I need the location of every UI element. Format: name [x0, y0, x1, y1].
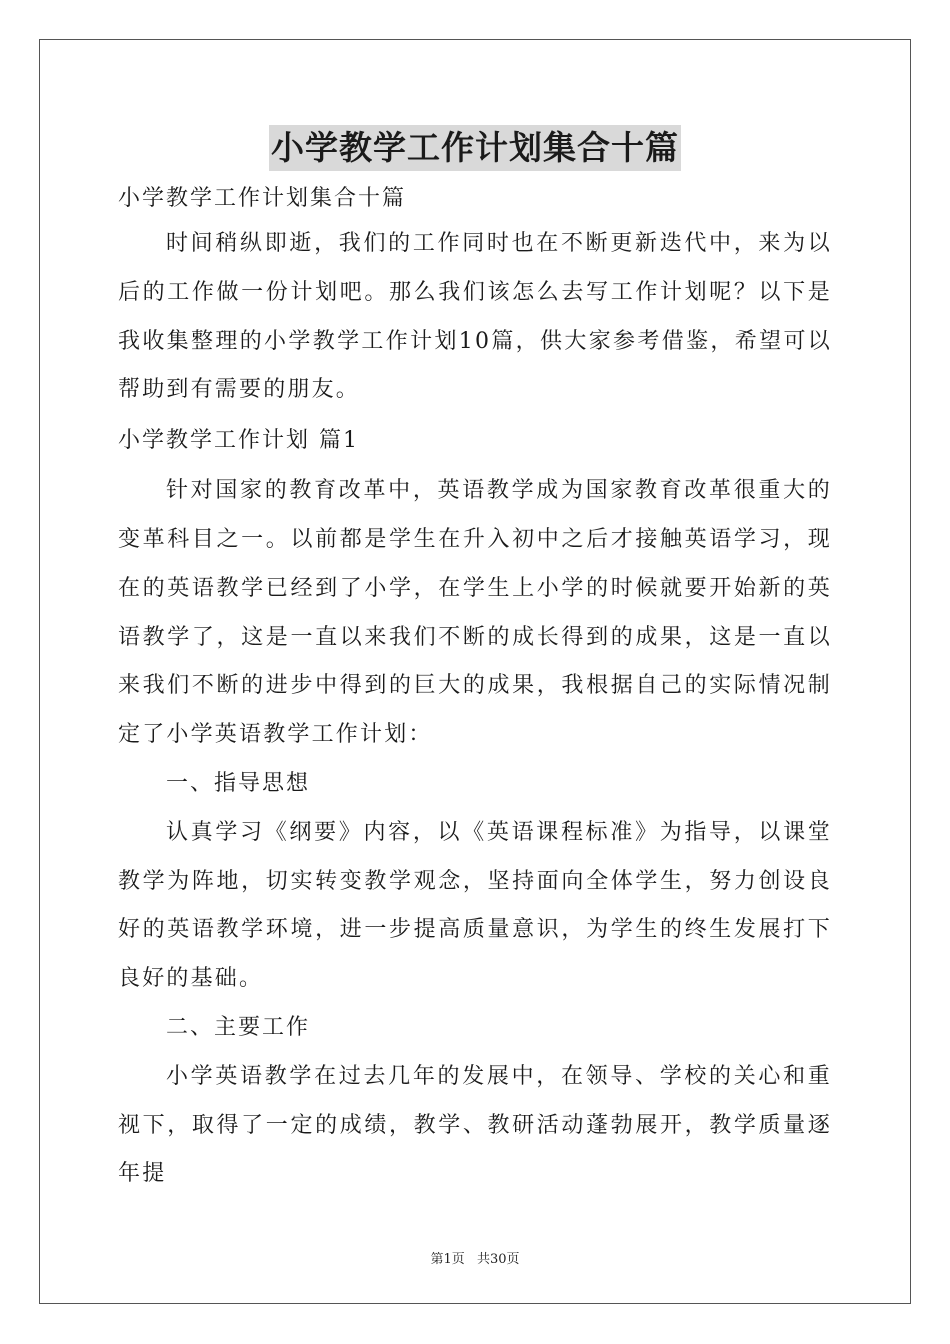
- page-total: 共30页: [476, 1252, 520, 1267]
- page-number: 第1页: [430, 1252, 465, 1267]
- heading-main-work: 二、主要工作: [166, 1014, 311, 1040]
- page-footer: [0, 1248, 950, 1267]
- document-title: 小学教学工作计划集合十篇: [269, 125, 681, 171]
- section-label: 小学教学工作计划 篇1: [118, 428, 359, 454]
- heading-guiding-thought: 一、指导思想: [166, 770, 311, 796]
- intro-paragraph: 时间稍纵即逝，我们的工作同时也在不断更新迭代中，来为以后的工作做一份计划吧。那么我们该怎么去写工作计划呢？以下是我收集整理的小学教学工作计划10篇，供大家参考借鉴，希望可以帮助到有需要的朋友。: [118, 231, 832, 403]
- section-paragraph: 针对国家的教育改革中，英语教学成为国家教育改革很重大的变革科目之一。以前都是学生在升入初中之后才接触英语学习，现在的英语教学已经到了小学，在学生上小学的时候就要开始新的英语教学了，这是一直以来我们不断的成长得到的成果，这是一直以来我们不断的进步中得到的巨大的成果，我根据自己的实际情况制定了小学英语教学工作计划：: [118, 478, 832, 748]
- document-body: [118, 178, 832, 1199]
- main-work-paragraph: 小学英语教学在过去几年的发展中，在领导、学校的关心和重视下，取得了一定的成绩，教学、教研活动蓬勃展开，教学质量逐年提: [118, 1063, 832, 1187]
- guiding-thought-paragraph: 认真学习《纲要》内容，以《英语课程标准》为指导，以课堂教学为阵地，切实转变教学观念，坚持面向全体学生，努力创设良好的英语教学环境，进一步提高质量意识，为学生的终生发展打下良好的基础。: [118, 819, 832, 992]
- document-subtitle: 小学教学工作计划集合十篇: [118, 186, 407, 211]
- title-container: [0, 125, 950, 171]
